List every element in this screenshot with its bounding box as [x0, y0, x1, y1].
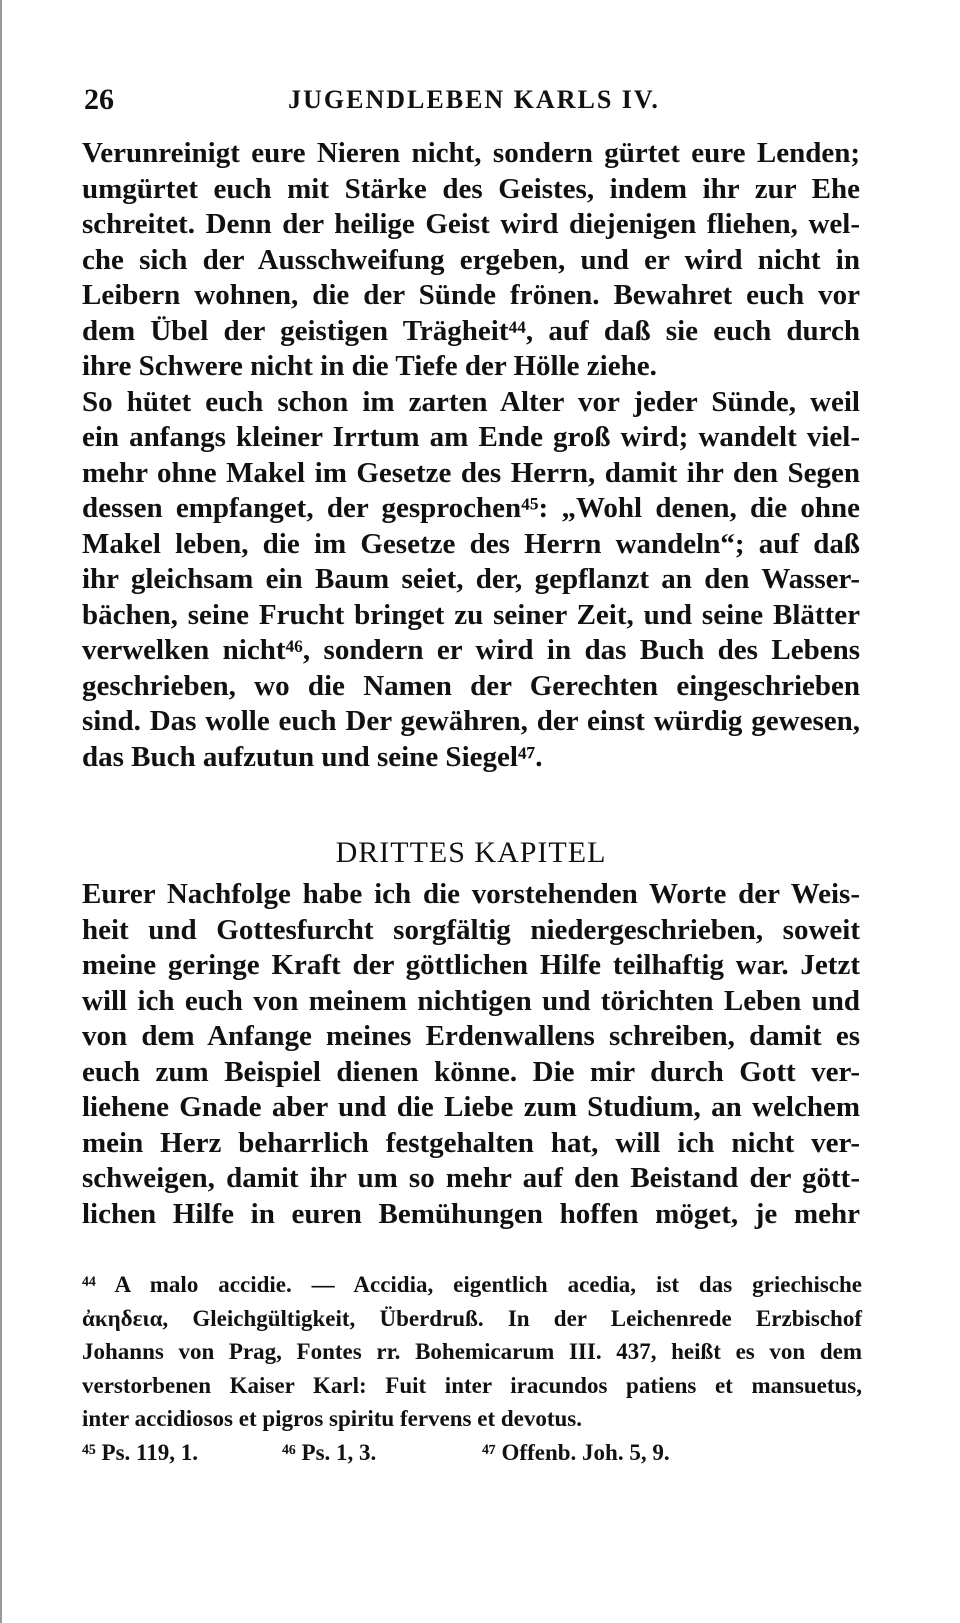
text-line: meine geringe Kraft der göttlichen Hilfe teilhaftig war. Jetzt: [82, 949, 860, 981]
text-line: mehr ohne Makel im Gesetze des Herrn, damit ihr den Segen: [82, 456, 860, 489]
text-line: Makel leben, die im Gesetze des Herrn wandeln“; auf daß: [82, 527, 860, 560]
text-line: lichen Hilfe in euren Bemühungen hoffen möget, je mehr: [82, 1197, 860, 1230]
footnote-46: ⁴⁶ Ps. 1, 3.: [282, 1439, 377, 1465]
footnote-references: [82, 1436, 862, 1470]
footnote-line: Johanns von Prag, Fontes rr. Bohemicarum III. 437, heißt es von dem: [82, 1339, 862, 1364]
text-line: schreitet. Denn der heilige Geist wird diejenigen fliehen, wel-: [82, 208, 860, 240]
paragraph-3: [82, 877, 860, 1232]
footnote-line: ἀκηδεια, Gleichgültigkeit, Überdruß. In der Leichenrede Erzbischof: [82, 1305, 862, 1331]
text-line: das Buch aufzutun und seine Siegel⁴⁷.: [82, 740, 543, 773]
text-line: mein Herz beharrlich festgehalten hat, will ich nicht ver-: [82, 1126, 860, 1159]
text-line: ihre Schwere nicht in die Tiefe der Hölle ziehe.: [82, 350, 657, 382]
footnote-44: [82, 1268, 862, 1436]
text-line: Verunreinigt eure Nieren nicht, sondern gürtet eure Lenden;: [82, 137, 860, 169]
text-line: heit und Gottesfurcht sorgfältig niedergeschrieben, soweit: [82, 913, 860, 946]
footnotes: [82, 1268, 862, 1469]
text-line: Eurer Nachfolge habe ich die vorstehenden Worte der Weis-: [82, 878, 860, 910]
page-header: [84, 78, 864, 122]
text-line: verwelken nicht⁴⁶, sondern er wird in das Buch des Lebens: [82, 634, 860, 666]
text-line: umgürtet euch mit Stärke des Geistes, indem ihr zur Ehe: [82, 172, 860, 205]
running-title: JUGENDLEBEN KARLS IV.: [288, 85, 660, 114]
text-line: dessen empfanget, der gesprochen⁴⁵: „Wohl denen, die ohne: [82, 492, 860, 524]
footnote-45: ⁴⁵ Ps. 119, 1.: [82, 1439, 199, 1465]
footnote-47: ⁴⁷ Offenb. Joh. 5, 9.: [482, 1439, 670, 1465]
text-line: von dem Anfange meines Erdenwallens schreiben, damit es: [82, 1020, 860, 1052]
text-line: liehene Gnade aber und die Liebe zum Studium, an welchem: [82, 1091, 860, 1123]
text-line: sind. Das wolle euch Der gewähren, der einst würdig gewesen,: [82, 705, 860, 737]
chapter-title: DRITTES KAPITEL: [335, 836, 607, 869]
footnote-line: verstorbenen Kaiser Karl: Fuit inter iracundos patiens et mansuetus,: [82, 1372, 862, 1398]
footnote-line: ⁴⁴ A malo accidie. — Accidia, eigentlich acedia, ist das griechische: [82, 1272, 862, 1297]
page-number: 26: [84, 83, 114, 116]
text-line: Leibern wohnen, die der Sünde frönen. Bewahret euch vor: [82, 279, 860, 311]
paragraph-2: [82, 385, 860, 776]
text-line: geschrieben, wo die Namen der Gerechten eingeschrieben: [82, 669, 860, 702]
text-line: So hütet euch schon im zarten Alter vor jeder Sünde, weil: [82, 385, 860, 418]
text-line: che sich der Ausschweifung ergeben, und er wird nicht in: [82, 243, 860, 276]
text-line: euch zum Beispiel dienen könne. Die mir durch Gott ver-: [82, 1055, 860, 1088]
footnote-line: inter accidiosos et pigros spiritu fervens et devotus.: [82, 1406, 583, 1431]
text-line: bächen, seine Frucht bringet zu seiner Zeit, und seine Blätter: [82, 598, 860, 631]
text-line: schweigen, damit ihr um so mehr auf den Beistand der gött-: [82, 1162, 860, 1194]
text-line: dem Übel der geistigen Trägheit⁴⁴, auf daß sie euch durch: [82, 314, 860, 347]
text-line: ein anfangs kleiner Irrtum am Ende groß wird; wandelt viel-: [82, 421, 860, 453]
main-text: [82, 136, 860, 1232]
text-line: ihr gleichsam ein Baum seiet, der, gepflanzt an den Wasser-: [82, 563, 860, 595]
paragraph-1: [82, 136, 860, 385]
text-line: will ich euch von meinem nichtigen und törichten Leben und: [82, 984, 860, 1017]
